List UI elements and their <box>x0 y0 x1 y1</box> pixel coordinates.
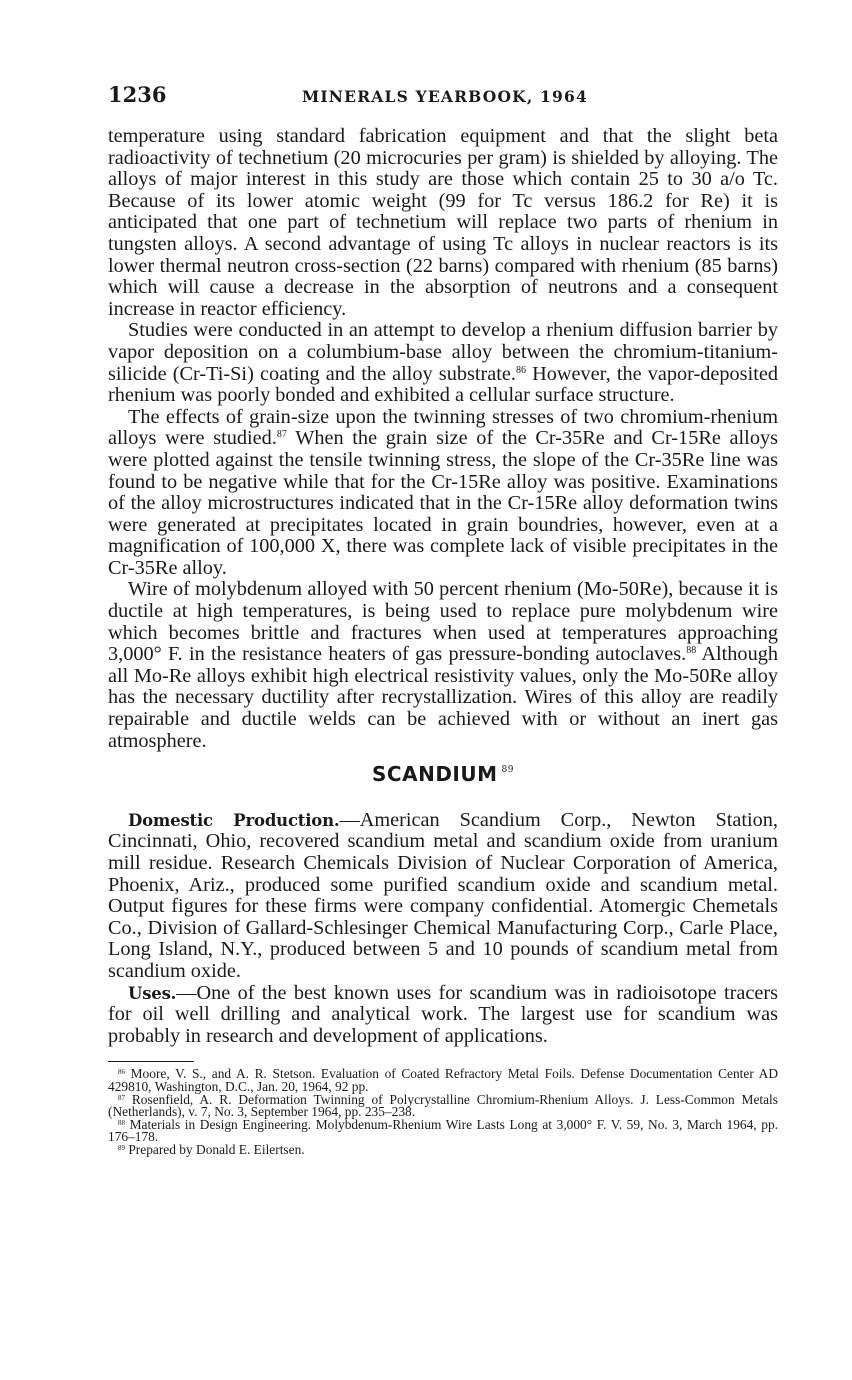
paragraph-molybdenum-wire: Wire of molybdenum alloyed with 50 percent rhenium (Mo-50Re), because it is ductile at high temperatures, is being used to replace pure molybdenum wire which becomes brittle and fractures when used at temperatures approaching 3,000° F. in the resistance heaters of gas pressure-bonding autoclaves.$^{88}$ Although all Mo-Re alloys exhibit high electrical resistivity values, only the Mo-50Re alloy has the necessary ductility after recrystallization. Wires of this alloy are readily repairable and ductile welds can be achieved with or without an inert gas atmosphere. <box>108 578 778 752</box>
footnote-divider <box>108 1061 194 1062</box>
paragraph-uses: Uses.—One of the best known uses for scandium was in radioisotope tracers for oil well drilling and analytical work. The largest use for scandium was probably in research and development of applications. <box>108 981 778 1047</box>
section-heading-scandium: SCANDIUM $^{89}$ <box>372 762 514 787</box>
paragraph-domestic-production: Domestic Production.—American Scandium Corp., Newton Station, Cincinnati, Ohio, recovered scandium metal and scandium oxide from uranium mill residue. Research Chemicals Division of Nuclear Corporation of America, Phoenix, Ariz., produced some purified scandium oxide and scandium metal. Output figures for these firms were company confidential. Atomergic Chemetals Co., Division of Gallard-Schlesinger Chemical Manufacturing Corp., Carle Place, Long Island, N.Y., produced between 5 and 10 pounds of scandium metal from scandium oxide. <box>108 808 778 982</box>
document-page <box>108 82 778 1157</box>
body-text <box>108 126 778 1047</box>
footnote-ref-86: 86 <box>515 364 526 376</box>
paragraph-twinning-stresses: The effects of grain-size upon the twinning stresses of two chromium-rhenium alloys were studied.$^{87}$ When the grain size of the Cr-35Re and Cr-15Re alloys were plotted against the tensile twinning stress, the slope of the Cr-35Re line was found to be negative while that for the Cr-15Re alloy was positive. Examinations of the alloy microstructures indicated that in the Cr-15Re alloy deformation twins were generated at precipitates located in grain boundries, however, even at a magnification of 100,000 X, there was complete lack of visible precipitates in the Cr-35Re alloy. <box>108 405 778 579</box>
footnote-88: $^{88}$ Materials in Design Engineering. Molybdenum-Rhenium Wire Lasts Long at 3,000° F. V. 59, No. 3, March 1964, pp. 176–178. <box>108 1116 778 1145</box>
runin-heading-uses: Uses. <box>128 983 177 1003</box>
footnote-ref-89: 89 <box>501 765 514 776</box>
page-number: 1236 <box>108 82 167 107</box>
footnote-87: $^{87}$ Rosenfield, A. R. Deformation Twinning of Polycrystalline Chromium-Rhenium Alloys. J. Less-Common Metals (Netherlands), v. 7, No. 3, September 1964, pp. 235–238. <box>108 1091 778 1120</box>
running-header <box>108 82 778 112</box>
running-title: MINERALS YEARBOOK, 1964 <box>302 87 588 106</box>
runin-heading-domestic: Domestic Production. <box>128 810 340 830</box>
footnotes <box>108 1068 778 1156</box>
footnote-ref-87: 87 <box>276 429 287 441</box>
footnote-86: $^{86}$ Moore, V. S., and A. R. Stetson. Evaluation of Coated Refractory Metal Foils. Defense Documentation Center AD 429810, Washington, D.C., Jan. 20, 1964, 92 pp. <box>108 1066 779 1094</box>
footnote-ref-88: 88 <box>686 645 697 657</box>
paragraph-diffusion-barrier: Studies were conducted in an attempt to develop a rhenium diffusion barrier by vapor deposition on a columbium-base alloy between the chromium-titanium-silicide (Cr-Ti-Si) coating and the alloy substrate.$^{86}$ However, the vapor-deposited rhenium was poorly bonded and exhibited a cellular surface structure. <box>108 319 778 407</box>
footnote-89: $^{89}$ Prepared by Donald E. Eilertsen. <box>118 1141 305 1157</box>
paragraph-technetium-alloys: temperature using standard fabrication equipment and that the slight beta radioactivity of technetium (20 microcuries per gram) is shielded by alloying. The alloys of major interest in this study are those which contain 25 to 30 a/o Tc. Because of its lower atomic weight (99 for Tc versus 186.2 for Re) it is anticipated that one part of technetium will replace two parts of rhenium in tungsten alloys. A second advantage of using Tc alloys in nuclear reactors is its lower thermal neutron cross-section (22 barns) compared with rhenium (85 barns) which will cause a decrease in the absorption of neutrons and a consequent increase in reactor efficiency. <box>108 125 778 320</box>
